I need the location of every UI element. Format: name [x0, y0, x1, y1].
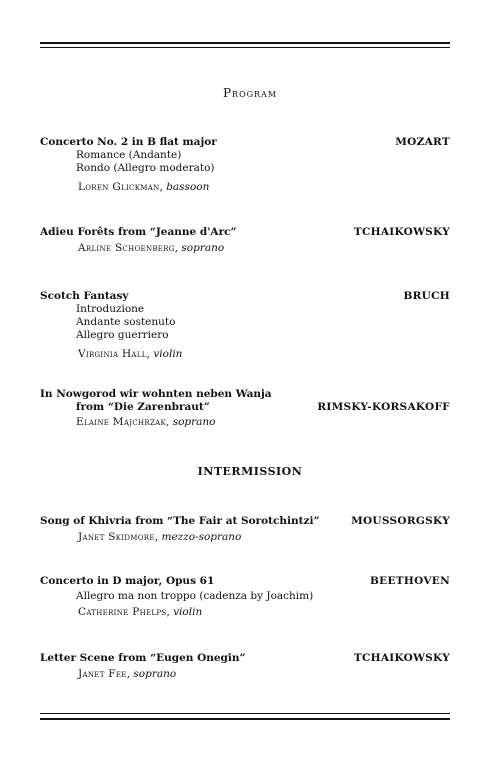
piece-title: Letter Scene from “Eugen Onegin” — [40, 652, 246, 664]
piece-title: In Nowgorod wir wohnten neben Wanja — [40, 388, 272, 400]
page-title: Program — [222, 86, 278, 100]
movement: Introduzione — [76, 303, 145, 315]
composer-name: MOUSSORGSKY — [351, 515, 450, 527]
performer-role: mezzo-soprano — [161, 531, 242, 543]
performer-name: Janet Fee — [78, 668, 127, 680]
program-item-tchaikowsky-1 — [40, 226, 450, 255]
movement: Rondo (Allegro moderato) — [76, 162, 215, 174]
composer-name: BRUCH — [403, 290, 450, 302]
movement: Allegro guerriero — [76, 329, 169, 341]
program-item-beethoven — [40, 575, 450, 619]
piece-subtitle: from “Die Zarenbraut” — [76, 401, 210, 413]
performer-line: Janet Skidmore, mezzo-soprano — [78, 531, 242, 543]
bottom-rule-thick — [40, 718, 450, 720]
performer-name: Elaine Majchrzak — [76, 416, 166, 428]
performer-role: soprano — [133, 668, 177, 680]
movement: Andante sostenuto — [76, 316, 176, 328]
performer-name: Virginia Hall — [78, 348, 147, 360]
composer-name: TCHAIKOWSKY — [353, 652, 450, 664]
performer-line: Arline Schoenberg, soprano — [78, 242, 225, 254]
program-item-moussorgsky — [40, 515, 450, 544]
performer-name: Arline Schoenberg — [78, 242, 175, 254]
composer-name: TCHAIKOWSKY — [353, 226, 450, 238]
intermission-heading: INTERMISSION — [197, 465, 303, 478]
program-item-bruch — [40, 290, 450, 361]
bottom-rule-thin — [40, 713, 450, 714]
piece-title: Scotch Fantasy — [40, 290, 129, 302]
composer-name: RIMSKY-KORSAKOFF — [317, 401, 450, 413]
piece-title: Concerto in D major, Opus 61 — [40, 575, 215, 587]
movement: Romance (Andante) — [76, 149, 182, 161]
program-item-tchaikowsky-2 — [40, 652, 450, 681]
performer-line: Janet Fee, soprano — [78, 668, 177, 680]
performer-line: Elaine Majchrzak, soprano — [76, 416, 216, 428]
piece-title: Adieu Forêts from “Jeanne d'Arc” — [40, 226, 237, 238]
performer-name: Catherine Phelps — [78, 606, 167, 618]
performer-role: soprano — [181, 242, 225, 254]
composer-name: BEETHOVEN — [369, 575, 450, 587]
performer-line: Virginia Hall, violin — [78, 348, 183, 360]
performer-role: violin — [153, 348, 183, 360]
performer-name: Loren Glickman — [78, 181, 160, 193]
top-rule-thick — [40, 42, 450, 44]
performer-role: soprano — [172, 416, 216, 428]
top-rule-thin — [40, 47, 450, 48]
performer-name: Janet Skidmore — [78, 531, 155, 543]
program-item-mozart — [40, 136, 450, 194]
performer-role: violin — [173, 606, 203, 618]
movement: Allegro ma non troppo (cadenza by Joachim) — [76, 590, 314, 602]
piece-title: Song of Khivria from “The Fair at Sorotchintzi” — [40, 515, 320, 527]
composer-name: MOZART — [395, 136, 450, 148]
performer-role: bassoon — [166, 181, 210, 193]
piece-title: Concerto No. 2 in B flat major — [40, 136, 217, 148]
program-item-rimsky-korsakoff — [40, 388, 450, 429]
performer-line: Loren Glickman, bassoon — [78, 181, 210, 193]
performer-line: Catherine Phelps, violin — [78, 606, 203, 618]
